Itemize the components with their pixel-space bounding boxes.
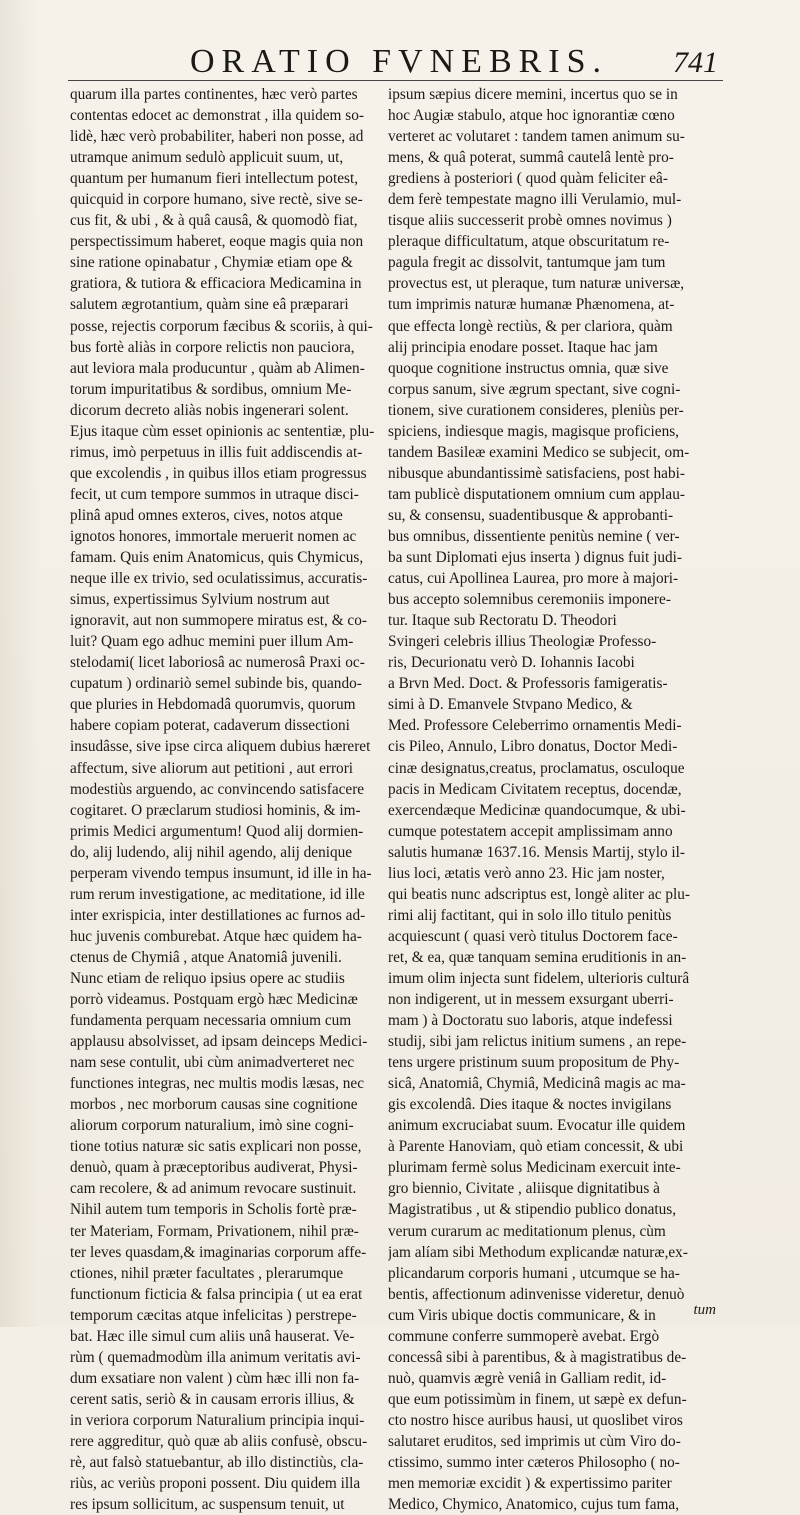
text-line: que eum potissimùm in finem, ut sæpè ex defun- — [388, 1390, 687, 1408]
text-line: corpus sanum, sive ægrum spectant, sive cogni- — [388, 380, 681, 398]
text-line: primis Medici argumentum! Quod alij dormien- — [70, 822, 364, 840]
text-line: contentas edocet ac demonstrat , illa quidem so- — [70, 107, 364, 125]
text-line: sicâ, Anatomiâ, Chymiâ, Medicinâ magis ac ma- — [388, 1075, 686, 1093]
text-line: nuò, quamvis ægrè veniâ in Galliam redit, id- — [388, 1369, 667, 1387]
text-line: rimus, imò perpetuus in illis fuit addiscendis at- — [70, 443, 363, 461]
text-line: cam recolere, & ad animum revocare sustinuit. — [70, 1180, 357, 1198]
text-line: mens, & quâ poterat, summâ cautelâ lentè pro- — [388, 149, 674, 167]
text-line: plicandarum corporis humani , utcumque se ha- — [388, 1264, 680, 1282]
text-line: cto nostro hisce auribus hausi, ut quoslibet viros — [388, 1411, 683, 1429]
text-line: tionem, sive curationem consideres, pleniùs per- — [388, 401, 684, 419]
text-line: applausu absolvisset, ad ipsam deinceps Medici- — [70, 1033, 368, 1051]
text-line: men memoriæ excidit ) & expertissimo pariter — [388, 1475, 672, 1493]
text-line: ter Materiam, Formam, Privationem, nihil præ- — [70, 1222, 359, 1240]
text-line: ctissimo, summo inter cæteros Philosopho ( no- — [388, 1454, 680, 1472]
text-line: cum Viris ubique doctis communicare, & in — [388, 1306, 656, 1324]
text-line: ignoravit, aut non summopere miratus est, & co- — [70, 612, 367, 630]
text-line: functionum ficticia & falsa principia ( ut ea erat — [70, 1285, 363, 1303]
text-line: Magistratibus , ut & stipendio publico donatus, — [388, 1201, 677, 1219]
text-line: quantum per humanum fieri intellectum potest, — [70, 170, 359, 188]
text-line: acquiescunt ( quasi verò titulus Doctorem face- — [388, 927, 678, 945]
text-line: habere copiam poterat, cadaverum dissectioni — [70, 717, 350, 735]
text-line: fundamenta perquam necessaria omnium cum — [70, 1012, 352, 1030]
text-line: commune conferre summoperè avebat. Ergò — [388, 1327, 660, 1345]
text-line: neque ille ex trivio, sed oculatissimus, accuratis- — [70, 570, 368, 588]
text-line: dem ferè tempestate magno illi Verulamio, mul- — [388, 191, 682, 209]
text-line: ris, Decurionatu verò D. Iohannis Iacobi — [388, 654, 635, 672]
text-line: animum excruciabat suum. Evocatur ille quidem — [388, 1117, 686, 1135]
text-line: porrò videamus. Postquam ergò hæc Medicinæ — [70, 991, 358, 1009]
text-line: Med. Professore Celeberrimo ornamentis Medi- — [388, 717, 682, 735]
text-line: salutem ægrotantium, quàm sine eâ præparari — [70, 296, 349, 314]
page-number: 741 — [673, 46, 718, 79]
text-line: tur. Itaque sub Rectoratu D. Theodori — [388, 612, 617, 630]
text-line: ctenus de Chymiâ , atque Anatomiâ juvenili. — [70, 948, 342, 966]
text-line: cinæ designatus,creatus, proclamatus, osculoque — [388, 759, 685, 777]
text-line: ter leves quasdam,& imaginarias corporum affe- — [70, 1243, 367, 1261]
text-line: aliorum corporum naturalium, imò sine cogni- — [70, 1117, 354, 1135]
text-line: tandem Basileæ examini Medico se subjecit, om- — [388, 443, 690, 461]
page-header — [68, 44, 718, 80]
text-line: rere aggreditur, quò quæ ab aliis confusè, obscu- — [70, 1433, 368, 1450]
text-line: rè, aut falsò statuebantur, ab illo distinctiùs, cla- — [70, 1454, 364, 1472]
text-line: verteret ac volutaret : tandem tamen animum su- — [388, 128, 685, 146]
text-line: cupatum ) ordinariò semel subinde bis, quando- — [70, 675, 362, 693]
text-line: quarum illa partes continentes, hæc verò partes — [70, 86, 358, 103]
text-line: utramque animum sedulò applicuit suum, ut, — [70, 149, 344, 167]
text-line: huc juvenis comburebat. Atque hæc quidem ha- — [70, 927, 362, 945]
text-line: ba sunt Diplomati ejus inserta ) dignus fuit judi- — [388, 549, 683, 567]
text-line: temporum cæcitas atque infelicitas ) perstrepe- — [70, 1306, 357, 1324]
text-line: pacis in Medicam Civitatem receptus, docendæ, — [388, 780, 682, 798]
text-line: pagula fregit ac dissolvit, tantumque jam tum — [388, 254, 666, 272]
text-line: Nihil autem tum temporis in Scholis fortè præ- — [70, 1201, 357, 1219]
text-line: su, & consensu, suadentibusque & approbanti- — [388, 506, 674, 524]
text-line: affectum, sive aliorum aut petitioni , aut errori — [70, 759, 354, 777]
text-line: ret, & ea, quæ tanquam semina eruditionis in an- — [388, 948, 687, 966]
text-line: a Brvn Med. Doct. & Professoris famigeratis- — [388, 675, 668, 693]
text-line: cogitaret. O præclarum studiosi hominis, & im- — [70, 801, 361, 819]
text-line: simi à D. Emanvele Stvpano Medico, & — [388, 696, 633, 714]
text-line: torum impuritatibus & sordibus, omnium Me- — [70, 380, 352, 398]
right-text-column — [388, 84, 722, 1515]
text-line: bus fortè aliàs in corpore relictis non pauciora, — [70, 338, 355, 356]
text-line: sine ratione opinabatur , Chymiæ etiam ope & — [70, 254, 353, 272]
text-line: aut leviora mala producuntur , quàm ab Alimen- — [70, 359, 365, 377]
text-line: stelodami( licet laboriosâ ac numerosâ Praxi oc- — [70, 654, 365, 672]
text-line: quoque cognitione instructus omnia, quæ sive — [388, 359, 669, 377]
text-line: dicorum decreto aliàs nobis ingenerari solent. — [70, 401, 349, 419]
text-line: in veriora corporum Naturalium principia inqui- — [70, 1411, 365, 1429]
text-line: cis Pileo, Annulo, Libro donatus, Doctor Medi- — [388, 738, 678, 756]
text-line: bentis, affectionum adinvenisse videretur, denuò — [388, 1285, 685, 1303]
text-line: ignotos honores, immortale meruerit nomen ac — [70, 527, 357, 545]
text-line: jam alíam sibi Methodum explicandæ naturæ,ex- — [388, 1243, 688, 1261]
text-line: tione totius naturæ sic satis explicari non posse, — [70, 1138, 362, 1156]
text-line: qui beatis nunc adscriptus est, longè aliter ac plu- — [388, 885, 691, 903]
text-line: que pluries in Hebdomadâ quorumvis, quorum — [70, 696, 356, 714]
text-line: plinâ apud omnes exteros, cives, notos atque — [70, 506, 343, 524]
text-line: que effecta longè rectiùs, & per clariora, quàm — [388, 317, 673, 335]
text-line: cus fit, & ubi , & à quâ causâ, & quomodò fiat, — [70, 212, 358, 230]
text-line: à Parente Hanoviam, quò etiam concessit, & ubi — [388, 1138, 684, 1156]
text-line: nam sese contulit, ubi cùm animadverteret nec — [70, 1054, 355, 1072]
catchword: tum — [693, 1302, 716, 1318]
text-line: morbos , nec morborum causas sine cognitione — [70, 1096, 358, 1114]
text-line: famam. Quis enim Anatomicus, quis Chymicus, — [70, 549, 364, 567]
text-line: ipsum sæpius dicere memini, incertus quo se in — [388, 86, 678, 103]
text-line: mam ) à Doctoratu suo laboris, atque indefessi — [388, 1012, 673, 1030]
text-line: posse, rejectis corporum fæcibus & scoriis, à qui- — [70, 317, 373, 335]
text-line: gratiora, & tutiora & efficaciora Medicamina in — [70, 275, 362, 293]
text-line: que excolendis , in quibus illos etiam progressus — [70, 464, 367, 482]
text-line: lidè, hæc verò probabiliter, haberi non posse, ad — [70, 128, 364, 146]
text-line: perspectissimum haberet, eoque magis quia non — [70, 233, 364, 251]
text-line: bat. Hæc ille simul cum aliis unâ hauserat. Ve- — [70, 1327, 355, 1345]
text-line: tens urgere pristinum suum propositum de Phy- — [388, 1054, 680, 1072]
text-line: insudâsse, sive ipse circa aliquem dubius hæreret — [70, 738, 371, 756]
text-line: Medico, Chymico, Anatomico, cujus tum fama, — [388, 1496, 680, 1514]
text-line: cumque potestatem accepit amplissimam anno — [388, 822, 673, 840]
text-line: simus, expertissimus Sylvium nostrum aut — [70, 591, 330, 609]
text-line: bus accepto solemnibus ceremoniis imponere- — [388, 591, 671, 609]
text-line: concessâ sibi à parentibus, & à magistratibus de- — [388, 1348, 687, 1366]
text-line: plurimam fermè solus Medicinam exercuit inte- — [388, 1159, 681, 1177]
running-title: ORATIO FVNEBRIS. — [190, 43, 609, 80]
left-text-column — [70, 84, 392, 1515]
text-line: do, alij ludendo, alij nihil agendo, alij denique — [70, 843, 353, 861]
text-line: Svingeri celebris illius Theologiæ Professo- — [388, 633, 657, 651]
text-line: fecit, ut cum tempore summos in utraque disci- — [70, 485, 359, 503]
header-rule — [68, 80, 723, 81]
text-line: Nunc etiam de reliquo ipsius opere ac studiis — [70, 969, 345, 987]
text-line: spiciens, indiesque magis, magisque proficiens, — [388, 422, 680, 440]
text-line: rùm ( quemadmodùm illa animum veritatis avi- — [70, 1348, 361, 1366]
text-line: rum rerum investigatione, ac meditatione, id ille — [70, 885, 365, 903]
text-line: Ejus itaque cùm esset opinionis ac sententiæ, plu- — [70, 422, 375, 440]
text-line: nibusque abundantissimè satisfaciens, post habi- — [388, 464, 685, 482]
text-line: res ipsum sollicitum, ac suspensum tenuit, ut — [70, 1496, 345, 1514]
text-line: tum imprimis naturæ humanæ Phænomena, at- — [388, 296, 675, 314]
text-line: provectus est, ut pleraque, tum naturæ universæ, — [388, 275, 685, 293]
text-line: riùs, ac veriùs proponi possent. Diu quidem illa — [70, 1475, 361, 1493]
text-line: gro biennio, Civitate , aliisque dignitatibus à — [388, 1180, 660, 1198]
text-line: alij principia enodare posset. Itaque hac jam — [388, 338, 658, 356]
text-line: bus omnibus, dissentiente penitùs nemine ( ver- — [388, 527, 680, 545]
text-line: functiones integras, nec multis modis læsas, nec — [70, 1075, 364, 1093]
text-line: salutis humanæ 1637.16. Mensis Martij, stylo il- — [388, 843, 686, 861]
text-line: ctiones, nihil præter facultates , plerarumque — [70, 1264, 344, 1282]
text-line: cerent satis, seriò & in causam erroris illius, & — [70, 1390, 355, 1408]
text-line: quicquid in corpore humano, sive rectè, sive se- — [70, 191, 363, 209]
text-line: imum olim injecta sunt fidelem, ulterioris culturâ — [388, 969, 690, 987]
text-line: gis excolendâ. Dies itaque & noctes invigilans — [388, 1096, 672, 1114]
text-line: pleraque difficultatum, atque obscuritatum re- — [388, 233, 670, 251]
text-line: luit? Quam ego adhuc memini puer illum Am- — [70, 633, 354, 651]
text-line: dum exsatiare non valent ) cùm hæc illi non fa- — [70, 1369, 360, 1387]
text-line: inter exrispicia, inter destillationes ac furnos ad- — [70, 906, 366, 924]
text-line: studij, sibi jam relictus initium sumens , an repe- — [388, 1033, 687, 1051]
text-line: salutaret eruditos, sed imprimis ut cùm Viro do- — [388, 1433, 681, 1450]
text-line: lius loci, ætatis verò anno 23. Hic jam noster, — [388, 864, 665, 882]
text-line: tam publicè disputationem omnium cum applau- — [388, 485, 685, 503]
text-line: verum curarum ac meditationum plenus, cùm — [388, 1222, 666, 1240]
text-line: rimi alij factitant, qui in solo illo titulo penitùs — [388, 906, 672, 924]
text-line: catus, cui Apollinea Laurea, pro more à majori- — [388, 570, 679, 588]
text-line: grediens à posteriori ( quod quàm feliciter eâ- — [388, 170, 668, 188]
text-line: modestiùs arguendo, ac convincendo satisfacere — [70, 780, 365, 798]
text-line: hoc Augiæ stabulo, atque hoc ignorantiæ cœno — [388, 107, 675, 125]
text-line: denuò, quam à præceptoribus audiverat, Physi- — [70, 1159, 358, 1177]
text-line: non indigerent, ut in messem exsurgant uberri- — [388, 991, 674, 1009]
text-line: exercendæque Medicinæ quandocumque, & ubi- — [388, 801, 686, 819]
text-line: perperam vivendo tempus insumunt, id ille in ha- — [70, 864, 372, 882]
text-line: tisque aliis successerit probè omnes novimus ) — [388, 212, 672, 230]
